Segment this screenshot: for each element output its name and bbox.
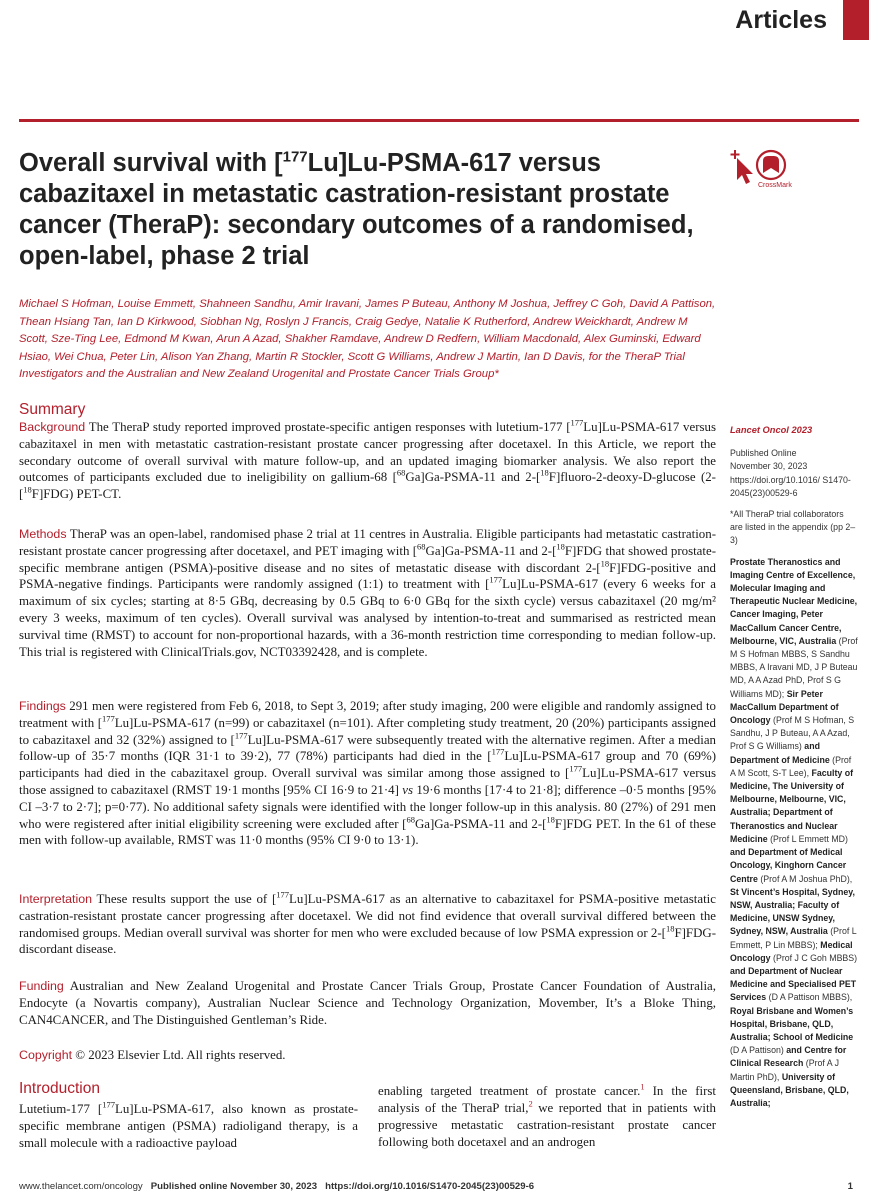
footer-doi[interactable]: https://doi.org/10.1016/S1470-2045(23)00529-6 bbox=[325, 1181, 535, 1192]
funding-label: Funding bbox=[19, 979, 64, 993]
interpretation-label: Interpretation bbox=[19, 892, 93, 906]
reference-link[interactable]: 1 bbox=[640, 1081, 645, 1092]
crossmark-badge[interactable] bbox=[725, 147, 795, 195]
affiliation-institution: Medical Oncology bbox=[730, 939, 853, 963]
collaborators-note: *All TheraP trial collaborators are listed in the appendix (pp 2–3) bbox=[730, 509, 856, 546]
abstract-findings: Findings 291 men were registered from Feb 6, 2018, to Sept 3, 2019; after study imaging, 200 were eligible and randomly assigned to treatment with [$^{177}$Lu]Lu-PSMA-617 (n=99) or cabazitaxel (n=101). After completing study treatment, 20 (20%) participants assigned to cabazitaxel and 32 (32%) assigned to [$^{177}$Lu]Lu-PSMA-617 were subsequently treated with the alternative regimen. After a median follow-up of 35·7 months (IQR 31·1 to 39·2), 77 (78%) participants had died in the [$^{177}$Lu]Lu-PSMA-617 group and 70 (69%) participants had died in the cabazitaxel group. Overall survival was similar among those assigned to [$^{177}$Lu]Lu-PSMA-617 versus those assigned to cabazitaxel (RMST 19·1 months [95% CI 16·9 to 21·4] vs 19·6 months [17·4 to 21·8]; difference –0·5 months [95% CI –3·7 to 2·7]; p=0·77). No additional safety signals were identified with the longer follow-up in this analysis. 80 (27%) of 291 men who were registered after initial eligibility screening were excluded after [$^{68}$Ga]Ga-PSMA-11 and 2-[$^{18}$F]FDG PET. In the 61 of these men with follow-up available, RMST was 11·0 months (95% CI 9·0 to 13·1). bbox=[19, 699, 716, 848]
affiliation-people: (Prof A M Joshua PhD), bbox=[757, 873, 853, 884]
affiliation-people: (D A Pattison MBBS), bbox=[766, 992, 853, 1003]
affiliation-people: (Prof L Emmett, P Lin MBBS); bbox=[730, 926, 857, 950]
abstract-background: Background The TheraP study reported improved prostate-specific antigen responses with lutetium-177 [$^{177}$Lu]Lu-PSMA-617 versus cabazitaxel in men with metastatic castration-resistant prostate cancer progressing after docetaxel. In this Article, we report the secondary outcome of overall survival with mature follow-up, and an updated imaging biomarker analysis. We also report the outcomes of participants excluded due to ineligibility on gallium-68 [$^{68}$Ga]Ga-PSMA-11 and 2-[$^{18}$F]fluoro-2-deoxy-D-glucose (2-[$^{18}$F]FDG) PET-CT. bbox=[19, 417, 716, 502]
abstract-copyright: Copyright © 2023 Elsevier Ltd. All rights reserved. bbox=[19, 1048, 286, 1062]
affiliation-people: (Prof A M Scott, S-T Lee), bbox=[730, 754, 852, 778]
affiliation-people: (Prof M S Hofman, S Sandhu, J P Buteau, A A Azad, Prof S G Williams) bbox=[730, 715, 855, 752]
findings-label: Findings bbox=[19, 699, 66, 713]
journal-citation: Lancet Oncol 2023 bbox=[730, 425, 813, 435]
abstract-methods: Methods TheraP was an open-label, randomised phase 2 trial at 11 centres in Australia. Eligible participants had metastatic castration-resistant prostate cancer progressing after docetaxel, and PET imaging with [$^{68}$Ga]Ga-PSMA-11 and 2-[$^{18}$F]FDG that showed prostate-specific membrane antigen (PSMA)-positive disease and no sites of metastatic disease with discordant 2-[$^{18}$F]FDG-positive and PSMA-negative findings. Participants were randomly assigned (1:1) to treatment with [$^{177}$Lu]Lu-PSMA-617 (every 6 weeks for a maximum of six cycles; starting at 8·5 GBq, decreasing by 0.5 GBq to 6·0 GBq for the sixth cycle) versus cabazitaxel (20 mg/m² every 3 weeks, maximum of ten cycles). Overall survival was analysed by intention-to-treat and summarised as restricted mean survival time (RMST) to account for non-proportional hazards, with a 36-month restriction time corresponding to median follow-up. This trial is registered with ClinicalTrials.gov, NCT03392428, and is complete. bbox=[19, 527, 716, 659]
footer-published: Published online November 30, 2023 bbox=[150, 1181, 318, 1192]
sidebar bbox=[730, 424, 858, 1110]
affiliation-institution: and Department of Medicine bbox=[730, 741, 830, 765]
top-rule bbox=[19, 119, 859, 122]
abstract-funding: Funding Australian and New Zealand Urogenital and Prostate Cancer Trials Group, Prostate Cancer Foundation of Australia, Endocyte (a Novartis company), Australian Nuclear Science and Technology Organization, Movember, It’s a Bloke Thing, CAN4CANCER, and The Distinguished Gentleman’s Ride. bbox=[19, 979, 716, 1027]
background-label: Background bbox=[19, 420, 86, 434]
copyright-label: Copyright bbox=[19, 1048, 73, 1062]
summary-heading: Summary bbox=[19, 401, 86, 418]
doi-link[interactable]: https://doi.org/10.1016/ S1470-2045(23)00529-6 bbox=[730, 474, 851, 498]
affiliation-institution: Sir Peter MacCallum Department of Oncology bbox=[730, 688, 839, 726]
author-list: Michael S Hofman, Louise Emmett, Shahneen Sandhu, Amir Iravani, James P Buteau, Anthony M Joshua, Jeffrey C Goh, David A Pattison, Thean Hsiang Tan, Ian D Kirkwood, Siobhan Ng, Roslyn J Francis, Craig Gedye, Natalie K Rutherford, Andrew Weickhardt, Andrew M Scott, Sze-Ting Lee, Edmond M Kwan, Arun A Azad, Shakher Ramdave, Andrew D Redfern, William Macdonald, Alex Guminski, Edward Hsiao, Wei Chua, Peter Lin, Alison Yan Zhang, Martin R Stockler, Scott G Williams, Andrew J Martin, Ian D Davis, for the TheraP Trial Investigators and the Australian and New Zealand Urogenital and Prostate Cancer Trials Group* bbox=[19, 298, 716, 381]
page-number: 1 bbox=[847, 1181, 853, 1192]
affiliation-institution: and Department of Medical Oncology, Kinghorn Cancer Centre bbox=[730, 847, 847, 884]
affiliations bbox=[730, 556, 858, 1111]
affiliation-people: (Prof L Emmett MD) bbox=[767, 833, 848, 844]
affiliation-institution: Royal Brisbane and Women’s Hospital, Brisbane, QLD, Australia; School of Medicine bbox=[730, 1005, 854, 1042]
affiliation-people: (Prof M S Hofman MBBS, S Sandhu MBBS, A Iravani MD, J P Buteau MD, A A Azad PhD, Prof S G Williams MD); bbox=[730, 635, 858, 699]
published-online-label: Published Online bbox=[730, 448, 797, 459]
abstract-interpretation: Interpretation These results support the use of [$^{177}$Lu]Lu-PSMA-617 as an alternative to cabazitaxel for PSMA-positive metastatic castration-resistant prostate cancer progressing after docetaxel. We did not find evidence that overall survival differed between the randomised groups. Median overall survival was shorter for men who were excluded because of low PSMA expression or 2-[$^{18}$F]FDG-discordant disease. bbox=[19, 889, 716, 957]
introduction-heading: Introduction bbox=[19, 1080, 100, 1097]
published-date: November 30, 2023 bbox=[730, 461, 808, 472]
affiliation-institution: and Centre for Clinical Research bbox=[730, 1045, 847, 1069]
affiliation-people: (D A Pattison) bbox=[730, 1045, 787, 1056]
introduction-left-column: Lutetium-177 [$^{177}$Lu]Lu-PSMA-617, also known as prostate-specific membrane antigen (PSMA) radioligand therapy, is a small molecule with a radioactive payload bbox=[19, 1099, 358, 1150]
affiliation-institution: Faculty of Medicine, The University of Melbourne, Melbourne, VIC, Australia; Department of Theranostics and Nuclear Medicine bbox=[730, 767, 854, 844]
methods-label: Methods bbox=[19, 527, 67, 541]
footer-site[interactable]: www.thelancet.com/oncology bbox=[19, 1181, 143, 1192]
section-label: Articles bbox=[735, 6, 827, 34]
affiliation-institution: University of Queensland, Brisbane, QLD, Australia; bbox=[730, 1071, 849, 1108]
article-title: Overall survival with [$^{177}$Lu]Lu-PSMA-617 versus cabazitaxel in metastatic castration-resistant prostate cancer (TheraP): secondary outcomes of a randomised, open-label, phase 2 trial bbox=[19, 148, 694, 270]
affiliation-institution: and Department of Nuclear Medicine and Specialised PET Services bbox=[730, 965, 857, 1003]
header-accent-bar bbox=[843, 0, 869, 40]
affiliation-institution: St Vincent’s Hospital, Sydney, NSW, Australia; Faculty of Medicine, UNSW Sydney, Sydney, NSW, Australia bbox=[730, 886, 855, 937]
crossmark-label: CrossMark bbox=[758, 182, 792, 189]
affiliation-institution: Prostate Theranostics and Imaging Centre of Excellence, Molecular Imaging and Therapeutic Nuclear Medicine, Cancer Imaging, Peter MacCallum Cancer Centre, Melbourne, VIC, Australia bbox=[730, 556, 858, 646]
affiliation-people: (Prof J C Goh MBBS) bbox=[770, 952, 858, 963]
page-footer bbox=[19, 1181, 859, 1192]
publication-info bbox=[730, 447, 858, 500]
affiliation-people: (Prof A J Martin PhD), bbox=[730, 1058, 840, 1082]
introduction-right-column: enabling targeted treatment of prostate cancer.$^1$ In the first analysis of the TheraP trial,$^2$ we reported that in patients with progressive metastatic castration-resistant prostate cancer following both docetaxel and an androgen bbox=[378, 1081, 716, 1149]
reference-link[interactable]: 2 bbox=[528, 1098, 533, 1109]
